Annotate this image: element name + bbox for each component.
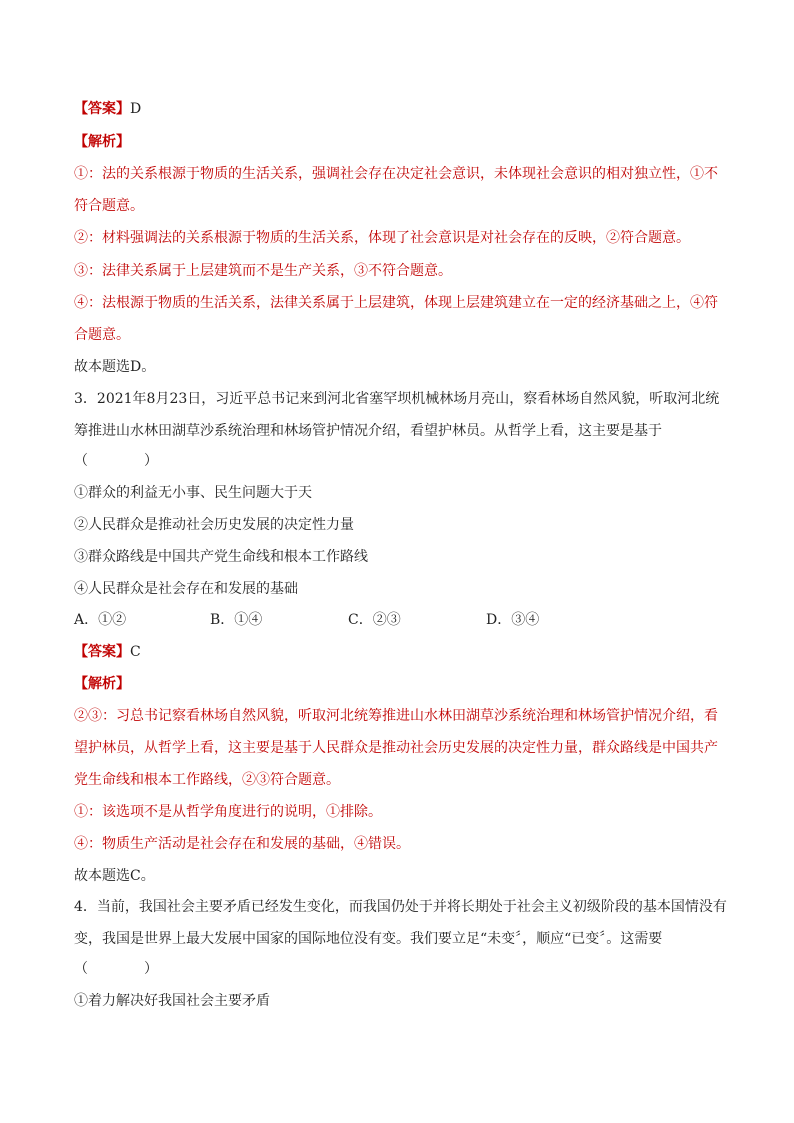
q3-item: ③群众路线是中国共产党生命线和根本工作路线 — [74, 549, 368, 565]
q3-item: ④人民群众是社会存在和发展的基础 — [74, 581, 298, 597]
q4-item: ①着力解决好我国社会主要矛盾 — [74, 993, 270, 1009]
q4-answer-blank: （ ） — [74, 961, 158, 977]
q3-analysis-label: 【解析】 — [74, 676, 130, 692]
q3-analysis-line: ②③：习总书记察看林场自然风貌，听取河北统筹推进山水林田湖草沙系统治理和林场管护情况介绍，看 — [74, 708, 718, 724]
q3-stem-line: 筹推进山水林田湖草沙系统治理和林场管护情况介绍，看望护林员。从哲学上看，这主要是基于 — [74, 423, 662, 439]
q3-option-d: D．③④ — [486, 612, 540, 628]
answer-value: C — [130, 644, 141, 660]
answer-value: D — [130, 101, 142, 117]
q3-analysis-line: ①：该选项不是从哲学角度进行的说明，①排除。 — [74, 804, 382, 820]
q2-answer — [74, 99, 141, 119]
q3-stem-line: 3．2021年8月23日，习近平总书记来到河北省塞罕坝机械林场月亮山，察看林场自然风貌，听取河北统 — [74, 391, 720, 407]
q3-analysis-line: 党生命线和根本工作路线，②③符合题意。 — [74, 772, 340, 788]
q2-analysis-line: ③：法律关系属于上层建筑而不是生产关系，③不符合题意。 — [74, 263, 452, 279]
answer-label: 【答案】 — [74, 101, 130, 117]
q3-option-a: A．①② — [74, 612, 127, 628]
q2-analysis-label: 【解析】 — [74, 134, 130, 150]
q4-stem-line: 变，我国是世界上最大发展中国家的国际地位没有变。我们要立足“未变〞，顺应“已变〞。这需要 — [74, 931, 663, 947]
q3-item: ②人民群众是推动社会历史发展的决定性力量 — [74, 517, 354, 533]
q3-option-c: C．②③ — [348, 612, 401, 628]
q3-analysis-line: 望护林员，从哲学上看，这主要是基于人民群众是推动社会历史发展的决定性力量，群众路线是中国共产 — [74, 740, 718, 756]
q3-answer — [74, 642, 141, 662]
q3-analysis-line: ④：物质生产活动是社会存在和发展的基础，④错误。 — [74, 836, 410, 852]
q3-answer-blank: （ ） — [74, 453, 158, 469]
q3-item: ①群众的利益无小事、民生问题大于天 — [74, 485, 312, 501]
answer-label: 【答案】 — [74, 644, 130, 660]
q2-conclusion: 故本题选D。 — [74, 359, 156, 375]
q2-analysis-line: 合题意。 — [74, 327, 130, 343]
q2-analysis-line: ④：法根源于物质的生活关系，法律关系属于上层建筑，体现上层建筑建立在一定的经济基础之上，④符 — [74, 295, 718, 311]
q2-analysis-line: ①：法的关系根源于物质的生活关系，强调社会存在决定社会意识，未体现社会意识的相对独立性，①不 — [74, 166, 718, 182]
q3-option-b: B．①④ — [210, 612, 263, 628]
q3-conclusion: 故本题选C。 — [74, 868, 155, 884]
q4-stem-line: 4．当前，我国社会主要矛盾已经发生变化，而我国仍处于并将长期处于社会主义初级阶段的基本国情没有 — [74, 899, 727, 915]
q2-analysis-line: ②：材料强调法的关系根源于物质的生活关系，体现了社会意识是对社会存在的反映，②符合题意。 — [74, 230, 690, 246]
q2-analysis-line: 符合题意。 — [74, 198, 144, 214]
